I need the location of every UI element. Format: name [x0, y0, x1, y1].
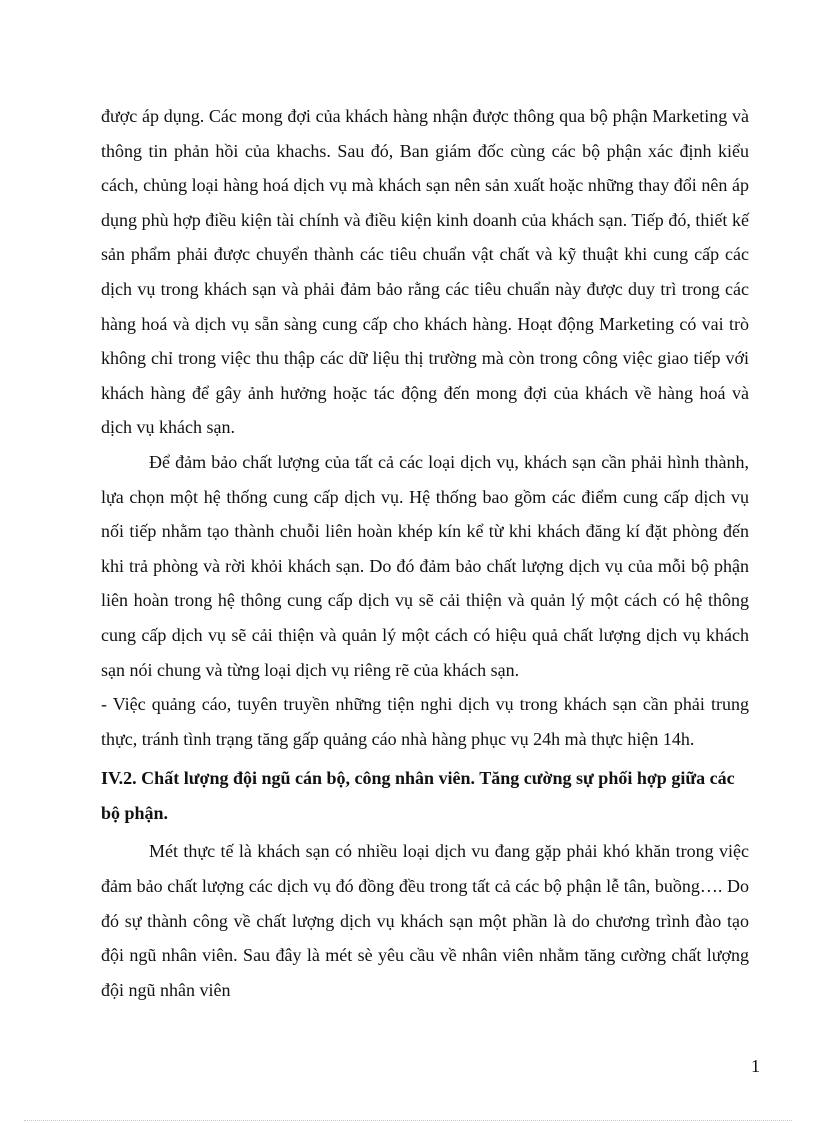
section-heading-iv-2: IV.2. Chất lượng đội ngũ cán bộ, công nhân viên. Tăng cường sự phối hợp giữa các bộ phận. — [101, 768, 735, 823]
paragraph-staff-quality: Mét thực tế là khách sạn có nhiều loại dịch vu đang gặp phải khó khăn trong việc đảm bảo chất lượng các dịch vụ đó đồng đều trong tất cả các bộ phận lễ tân, buồng…. Do đó sự thành công về chất lượng dịch vụ khách sạn một phần là do chương trình đào tạo đội ngũ nhân viên. Sau đây là mét sè yêu cầu về nhân viên nhằm tăng cường chất lượng đội ngũ nhân viên — [101, 841, 749, 1000]
document-body — [101, 99, 749, 1007]
paragraph-continued: được áp dụng. Các mong đợi của khách hàng nhận được thông qua bộ phận Marketing và thông tin phản hồi của khachs. Sau đó, Ban giám đốc cùng các bộ phận xác định kiểu cách, chủng loại hàng hoá dịch vụ mà khách sạn nên sản xuất hoặc những thay đổi nên áp dụng phù hợp điều kiện tài chính và điều kiện kinh doanh của khách sạn. Tiếp đó, thiết kế sản phẩm phải được chuyển thành các tiêu chuẩn vật chất và kỹ thuật khi cung cấp các dịch vụ trong khách sạn và phải đảm bảo rằng các tiêu chuẩn này được duy trì trong các hàng hoá và dịch vụ sẵn sàng cung cấp cho khách hàng. Hoạt động Marketing có vai trò không chỉ trong việc thu thập các dữ liệu thị trường mà còn trong công việc giao tiếp với khách hàng để gây ảnh hưởng hoặc tác động đến mong đợi của khách về hàng hoá và dịch vụ khách sạn. — [101, 106, 749, 438]
footer-divider — [24, 1120, 792, 1121]
paragraph-quality-system: Để đảm bảo chất lượng của tất cả các loại dịch vụ, khách sạn cần phải hình thành, lựa chọn một hệ thống cung cấp dịch vụ. Hệ thống bao gồm các điểm cung cấp dịch vụ nối tiếp nhằm tạo thành chuỗi liên hoàn khép kín kể từ khi khách đăng kí đặt phòng đến khi trả phòng và rời khỏi khách sạn. Do đó đảm bảo chất lượng dịch vụ của mỗi bộ phận liên hoàn trong hệ thông cung cấp dịch vụ sẽ cải thiện và quản lý một cách có hệ thông cung cấp dịch vụ sẽ cải thiện và quản lý một cách có hiệu quả chất lượng dịch vụ khách sạn nói chung và từng loại dịch vụ riêng rẽ của khách sạn. — [101, 451, 749, 680]
paragraph-advertising-note: - Việc quảng cáo, tuyên truyền những tiện nghi dịch vụ trong khách sạn cần phải trung thực, tránh tình trạng tăng gấp quảng cáo nhà hàng phục vụ 24h mà thực hiện 14h. — [101, 694, 749, 749]
page-number: 1 — [751, 1056, 760, 1076]
